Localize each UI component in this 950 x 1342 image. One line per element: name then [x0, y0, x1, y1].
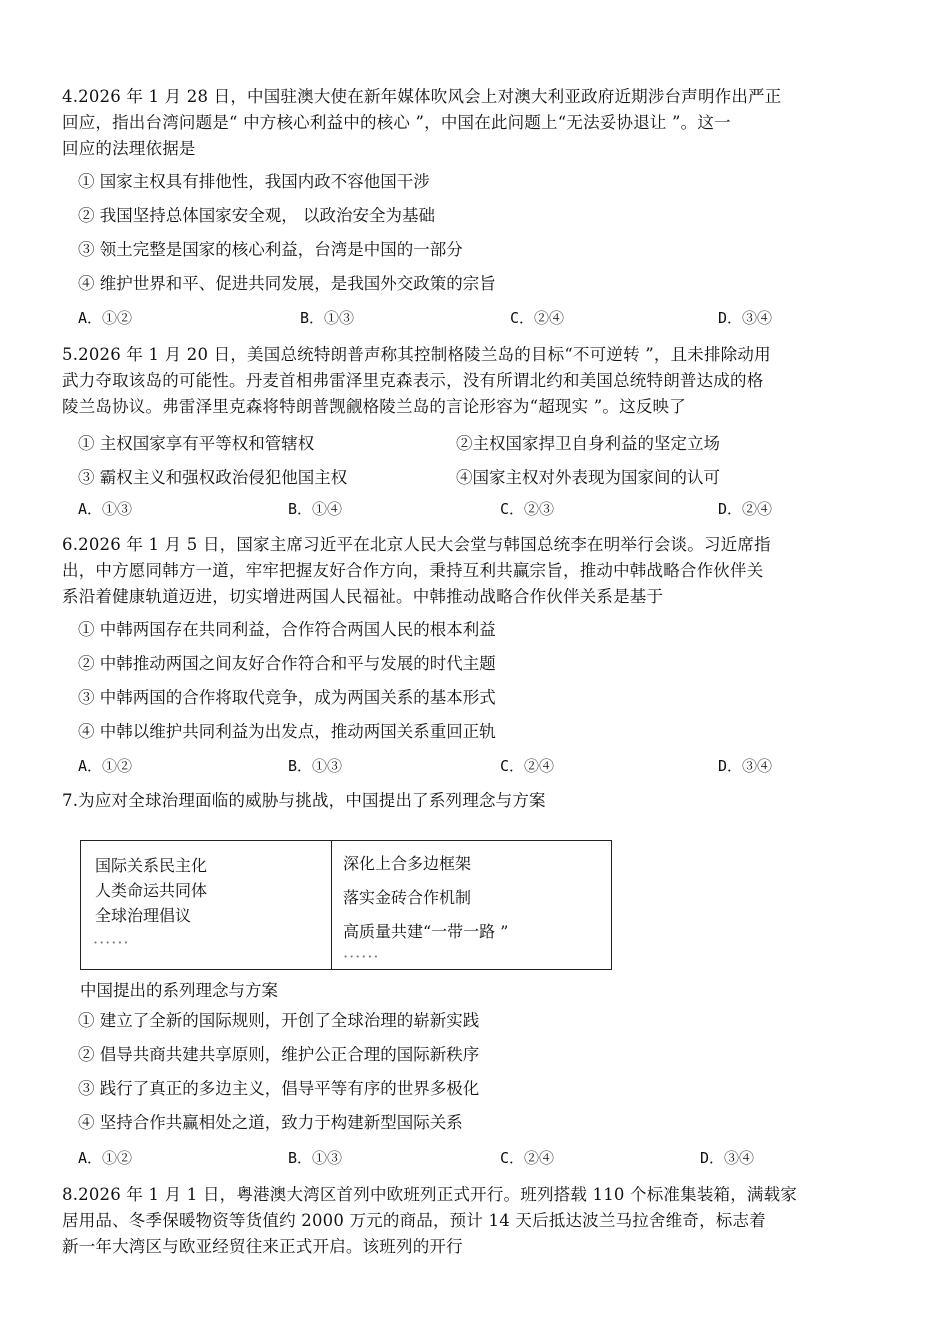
question-6-option-1: ① 中韩两国存在共同利益，合作符合两国人民的根本利益 — [78, 620, 496, 639]
question-6 — [62, 532, 888, 775]
question-7-option-3: ③ 践行了真正的多边主义，倡导平等有序的世界多极化 — [78, 1079, 480, 1098]
question-6-stem-line-2: 出，中方愿同韩方一道，牢牢把握友好合作方向，秉持互利共赢宗旨，推动中韩战略合作伙伴关 — [62, 561, 764, 580]
question-8 — [62, 1182, 888, 1260]
question-4-option-3: ③ 领土完整是国家的核心利益，台湾是中国的一部分 — [78, 240, 463, 259]
question-5-answer-c[interactable]: C．②③ — [500, 500, 555, 518]
question-5-option-1: ① 主权国家享有平等权和管辖权 — [78, 434, 315, 453]
question-5 — [62, 342, 888, 518]
question-4-stem-line-3: 回应的法理依据是 — [62, 139, 196, 158]
question-5-option-2: ②主权国家捍卫自身利益的坚定立场 — [456, 434, 720, 453]
question-5-answer-b[interactable]: B．①④ — [288, 500, 343, 518]
question-6-answer-a[interactable]: A．①② — [78, 757, 133, 775]
question-6-stem-line-1: 6.2026 年 1 月 5 日，国家主席习近平在北京人民大会堂与韩国总统李在明举行会谈。习近席指 — [62, 535, 771, 554]
question-5-stem-line-3: 陵兰岛协议。弗雷泽里克森将特朗普觊觎格陵兰岛的言论形容为“超现实 ”。这反映了 — [62, 397, 686, 416]
question-6-answers — [78, 755, 878, 775]
question-6-answer-b[interactable]: B．①③ — [288, 757, 343, 775]
question-4-answers — [78, 307, 878, 327]
question-4-answer-b[interactable]: B．①③ — [300, 309, 355, 327]
question-4-answer-a[interactable]: A．①② — [78, 309, 133, 327]
table-right-item-1: 深化上合多边框架 — [343, 854, 472, 873]
question-5-answer-a[interactable]: A．①③ — [78, 500, 133, 518]
question-6-answer-c[interactable]: C．②④ — [500, 757, 555, 775]
question-4-option-4: ④ 维护世界和平、促进共同发展，是我国外交政策的宗旨 — [78, 274, 496, 293]
question-7-table-caption: 中国提出的系列理念与方案 — [80, 981, 278, 1000]
table-left-item-2: 人类命运共同体 — [95, 881, 208, 900]
question-7-option-2: ② 倡导共商共建共享原则，维护公正合理的国际新秩序 — [78, 1045, 480, 1064]
question-4-answer-c[interactable]: C．②④ — [510, 309, 565, 327]
question-8-stem-line-3: 新一年大湾区与欧亚经贸往来正式开启。该班列的开行 — [62, 1237, 463, 1256]
question-5-option-3: ③ 霸权主义和强权政治侵犯他国主权 — [78, 468, 348, 487]
question-6-option-3: ③ 中韩两国的合作将取代竞争，成为两国关系的基本形式 — [78, 688, 496, 707]
table-left-ellipsis: ······ — [93, 933, 130, 952]
question-5-stem-line-1: 5.2026 年 1 月 20 日，美国总统特朗普声称其控制格陵兰岛的目标“不可逆转 ”，且未排除动用 — [62, 345, 771, 364]
question-8-stem-line-1: 8.2026 年 1 月 1 日，粤港澳大湾区首列中欧班列正式开行。班列搭载 110 个标准集装箱，满载家 — [62, 1185, 798, 1204]
question-6-option-2: ② 中韩推动两国之间友好合作符合和平与发展的时代主题 — [78, 654, 496, 673]
question-4 — [62, 84, 888, 327]
table-divider — [331, 841, 332, 969]
table-left-item-3: 全球治理倡议 — [95, 906, 192, 925]
question-7-answers — [78, 1147, 878, 1167]
question-5-option-4: ④国家主权对外表现为国家间的认可 — [456, 468, 720, 487]
question-6-answer-d[interactable]: D．③④ — [718, 757, 773, 775]
question-8-stem-line-2: 居用品、冬季保暖物资等货值约 2000 万元的商品，预计 14 天后抵达波兰马拉舍维奇，标志着 — [62, 1211, 766, 1230]
question-6-option-4: ④ 中韩以维护共同利益为出发点，推动两国关系重回正轨 — [78, 722, 496, 741]
question-4-option-1: ① 国家主权具有排他性，我国内政不容他国干涉 — [78, 172, 430, 191]
table-right-item-3: 高质量共建“一带一路 ” — [343, 922, 509, 941]
question-5-answer-d[interactable]: D．②④ — [718, 500, 773, 518]
question-4-stem-line-1: 4.2026 年 1 月 28 日，中国驻澳大使在新年媒体吹风会上对澳大利亚政府近期涉台声明作出严正 — [62, 87, 782, 106]
question-7-table — [80, 840, 612, 970]
question-7-answer-c[interactable]: C．②④ — [500, 1149, 555, 1167]
question-7 — [62, 788, 888, 814]
table-right-ellipsis: ······ — [343, 947, 380, 966]
question-7-answer-a[interactable]: A．①② — [78, 1149, 133, 1167]
table-right-item-2: 落实金砖合作机制 — [343, 888, 472, 907]
question-4-option-2: ② 我国坚持总体国家安全观， 以政治安全为基础 — [78, 206, 435, 225]
question-7-option-4: ④ 坚持合作共赢相处之道，致力于构建新型国际关系 — [78, 1113, 463, 1132]
question-7-answer-b[interactable]: B．①③ — [288, 1149, 343, 1167]
question-6-stem-line-3: 系沿着健康轨道迈进，切实增进两国人民福祉。中韩推动战略合作伙伴关系是基于 — [62, 587, 664, 606]
question-4-stem-line-2: 回应，指出台湾问题是“ 中方核心利益中的核心 ”，中国在此问题上“无法妥协退让 ”。这一 — [62, 113, 731, 132]
question-7-option-1: ① 建立了全新的国际规则，开创了全球治理的崭新实践 — [78, 1011, 480, 1030]
table-left-item-1: 国际关系民主化 — [95, 856, 208, 875]
question-7-stem-line-1: 7.为应对全球治理面临的威胁与挑战，中国提出了系列理念与方案 — [62, 791, 546, 810]
question-7-answer-d[interactable]: D．③④ — [700, 1149, 755, 1167]
question-4-answer-d[interactable]: D．③④ — [718, 309, 773, 327]
question-5-stem-line-2: 武力夺取该岛的可能性。丹麦首相弗雷泽里克森表示，没有所谓北约和美国总统特朗普达成的格 — [62, 371, 764, 390]
question-5-answers — [78, 498, 878, 518]
